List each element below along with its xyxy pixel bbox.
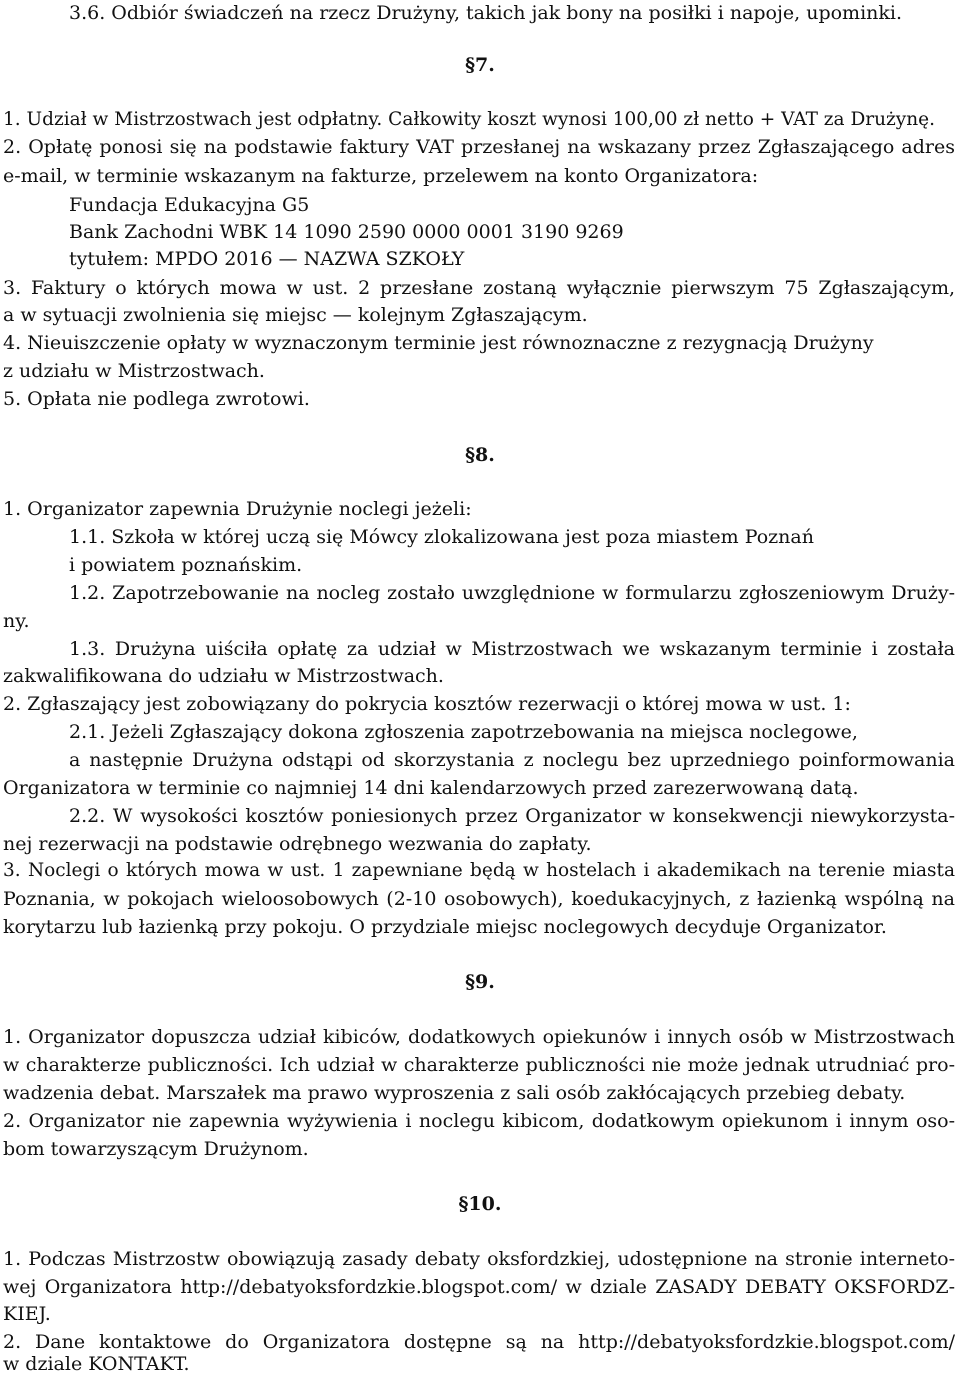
paragraph-line: 2. Zgłaszający jest zobowiązany do pokrycia kosztów rezerwacji o której mowa w ust. 1: <box>3 693 851 715</box>
paragraph-line: 4. Nieuiszczenie opłaty w wyznaczonym terminie jest równoznaczne z rezygnacją Drużyny <box>3 332 874 354</box>
paragraph-line: e-mail, w terminie wskazanym na fakturze, przelewem na konto Organizatora: <box>3 165 759 187</box>
paragraph-line: bom towarzyszącym Drużynom. <box>3 1138 309 1160</box>
paragraph-line: nej rezerwacji na podstawie odrębnego wezwania do zapłaty. <box>3 833 592 855</box>
paragraph-line: wej Organizatora http://debatyoksfordzkie.blogspot.com/ w dziale ZASADY DEBATY OKSFORDZ- <box>3 1276 955 1298</box>
paragraph-line: w dziale KONTAKT. <box>3 1353 190 1375</box>
bank-account-line: Bank Zachodni WBK 14 1090 2590 0000 0001 3190 9269 <box>69 221 624 243</box>
paragraph-line: 1.2. Zapotrzebowanie na nocleg zostało uwzględnione w formularzu zgłoszeniowym Druży- <box>69 582 955 604</box>
paragraph-line: i powiatem poznańskim. <box>69 554 303 576</box>
paragraph-line: 1. Podczas Mistrzostw obowiązują zasady debaty oksfordzkiej, udostępnione na stronie interneto- <box>3 1248 955 1270</box>
paragraph-line: Fundacja Edukacyjna G5 <box>69 194 310 216</box>
paragraph-line: 1.1. Szkoła w której uczą się Mówcy zlokalizowana jest poza miastem Poznań <box>69 526 814 548</box>
paragraph-line: 3.6. Odbiór świadczeń na rzecz Drużyny, takich jak bony na posiłki i napoje, upominki. <box>69 2 903 24</box>
section-heading: §10. <box>458 1193 502 1215</box>
paragraph-line: z udziału w Mistrzostwach. <box>3 360 265 382</box>
paragraph-line: Poznania, w pokojach wieloosobowych (2-10 osobowych), koedukacyjnych, z łazienką wspólną na <box>3 888 955 910</box>
paragraph-line: 1.3. Drużyna uiściła opłatę za udział w Mistrzostwach we wskazanym terminie i została <box>69 638 955 660</box>
section-heading: §7. <box>465 54 495 76</box>
paragraph-line: 2.2. W wysokości kosztów poniesionych przez Organizator w konsekwencji niewykorzysta- <box>69 805 955 827</box>
paragraph-line: 2. Organizator nie zapewnia wyżywienia i noclegu kibicom, dodatkowym opiekunom i innym oso- <box>3 1110 955 1132</box>
paragraph-line: 1. Organizator dopuszcza udział kibiców, dodatkowych opiekunów i innych osób w Mistrzostwach <box>3 1026 955 1048</box>
paragraph-line: Organizatora w terminie co najmniej 14 dni kalendarzowych przed zarezerwowaną datą. <box>3 777 859 799</box>
paragraph-line: 5. Opłata nie podlega zwrotowi. <box>3 388 310 410</box>
paragraph-line: 2.1. Jeżeli Zgłaszający dokona zgłoszenia zapotrzebowania na miejsca noclegowe, <box>69 721 858 743</box>
section-heading: §9. <box>465 971 495 993</box>
paragraph-line: 1. Udział w Mistrzostwach jest odpłatny. Całkowity koszt wynosi 100,00 zł netto + VAT za Drużynę. <box>3 109 935 130</box>
paragraph-line: 3. Faktury o których mowa w ust. 2 przesłane zostaną wyłącznie pierwszym 75 Zgłaszającym, <box>3 277 955 299</box>
paragraph-line: a następnie Drużyna odstąpi od skorzystania z noclegu bez uprzedniego poinformowania <box>69 749 955 771</box>
paragraph-line: KIEJ. <box>3 1303 51 1325</box>
paragraph-line: 1. Organizator zapewnia Drużynie noclegi jeżeli: <box>3 498 472 520</box>
paragraph-line: 2. Dane kontaktowe do Organizatora dostępne są na http://debatyoksfordzkie.blogspot.com/ <box>3 1331 955 1353</box>
paragraph-line: w charakterze publiczności. Ich udział w charakterze publiczności nie może jednak utrudniać pro- <box>3 1054 955 1076</box>
paragraph-line: tytułem: MPDO 2016 — NAZWA SZKOŁY <box>69 248 465 270</box>
paragraph-line: 3. Noclegi o których mowa w ust. 1 zapewniane będą w hostelach i akademikach na terenie miasta <box>3 860 955 881</box>
paragraph-line: ny. <box>3 610 30 632</box>
paragraph-line: 2. Opłatę ponosi się na podstawie faktury VAT przesłanej na wskazany przez Zgłaszającego adres <box>3 136 955 158</box>
paragraph-line: zakwalifikowana do udziału w Mistrzostwach. <box>3 665 444 687</box>
section-heading: §8. <box>465 444 495 466</box>
paragraph-line: wadzenia debat. Marszałek ma prawo wyproszenia z sali osób zakłócających przebieg debaty. <box>3 1082 906 1104</box>
paragraph-line: a w sytuacji zwolnienia się miejsc — kolejnym Zgłaszającym. <box>3 304 588 326</box>
paragraph-line: korytarzu lub łazienką przy pokoju. O przydziale miejsc noclegowych decyduje Organizator. <box>3 916 887 938</box>
